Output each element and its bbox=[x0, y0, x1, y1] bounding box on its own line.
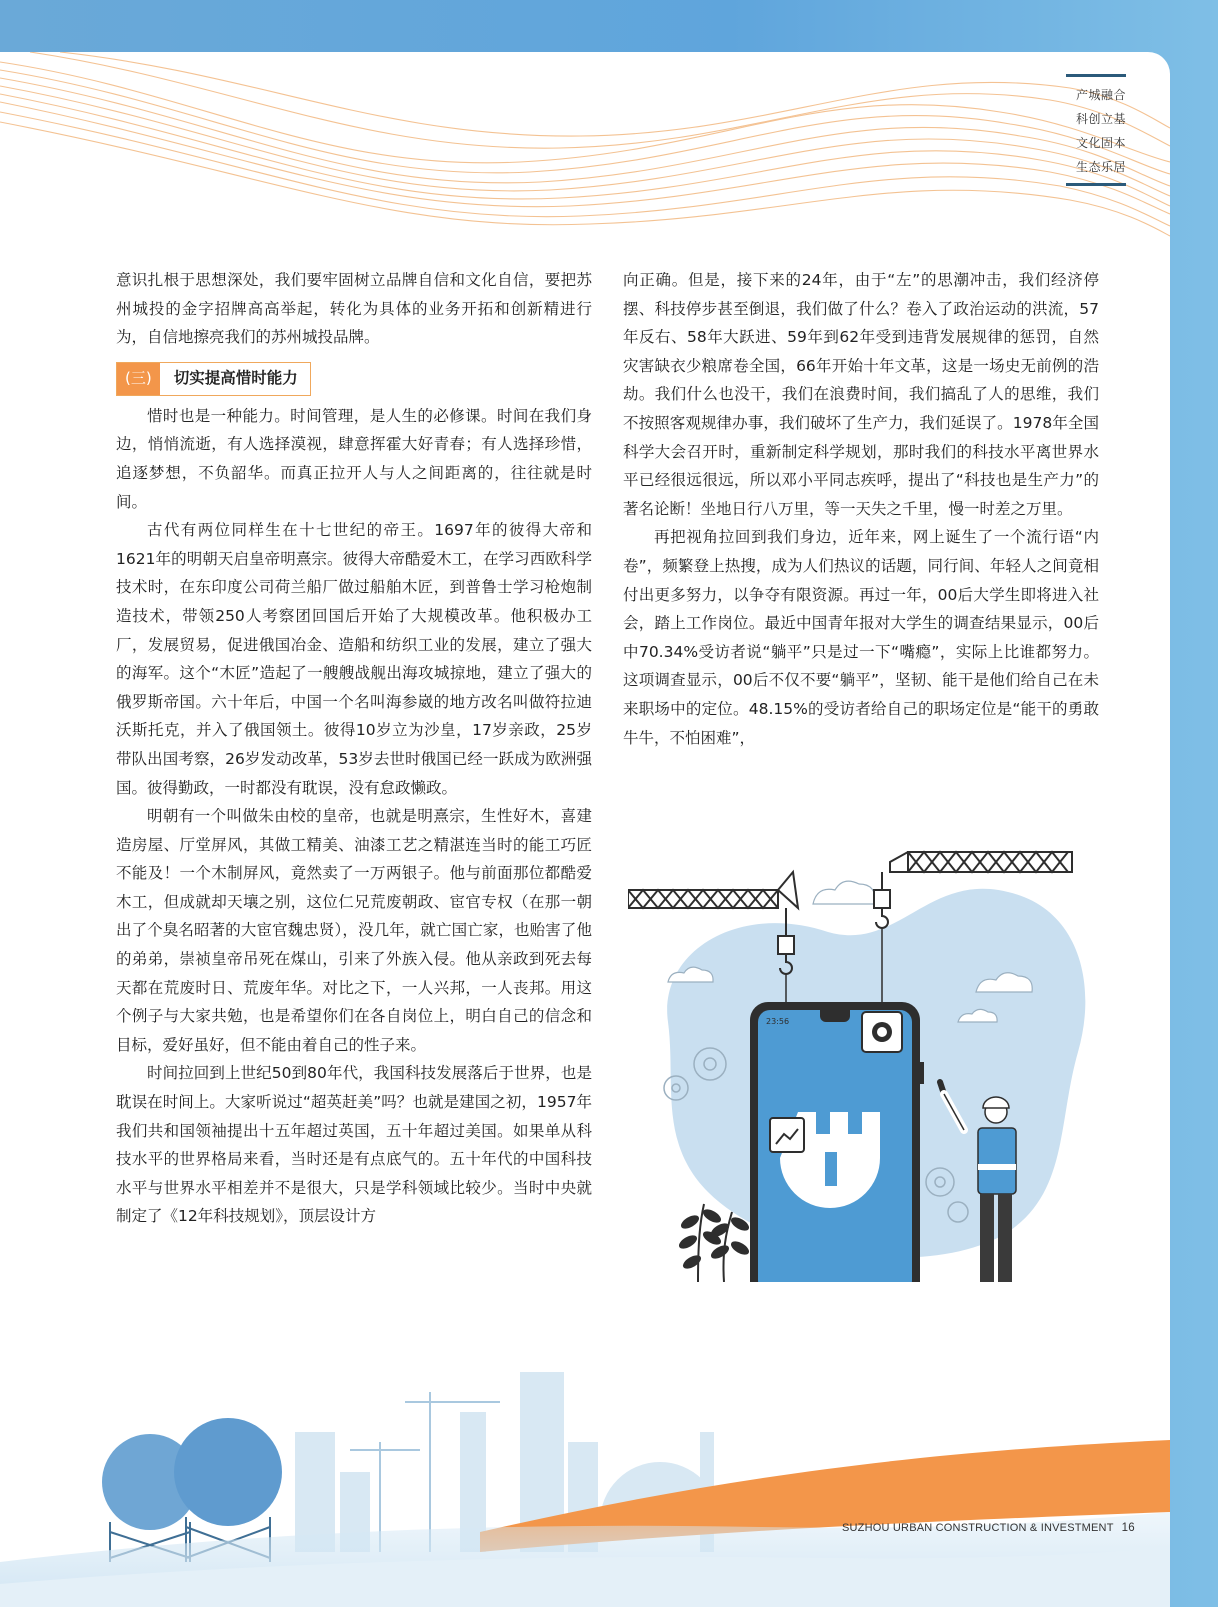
paragraph: 惜时也是一种能力。时间管理，是人生的必修课。时间在我们身边，悄悄流逝，有人选择漠视，肆意挥霍大好青春；有人选择珍惜，追逐梦想，不负韶华。而真正拉开人与人之间距离的，往往就是时间。 bbox=[116, 406, 592, 511]
decorative-wave-lines bbox=[0, 52, 1170, 282]
smartphone-illustration bbox=[750, 1002, 924, 1282]
paragraph: 古代有两位同样生在十七世纪的帝王。1697年的彼得大帝和1621年的明朝天启皇帝明熹宗。彼得大帝酷爱木工，在学习西欧科学技术时，在东印度公司荷兰船厂做过船舶木匠，到普鲁士学习枪炮制造技术，带领250人考察团回国后开始了大规模改革。他积极办工厂，发展贸易，促进俄国冶金、造船和纺织工业的发展，建立了强大的海军。这个“木匠”造起了一艘艘战舰出海攻城掠地，建立了强大的俄罗斯帝国。六十年后，中国一个名叫海参崴的地方改名叫做符拉迪沃斯托克，并入了俄国领土。彼得10岁立为沙皇，17岁亲政，25岁带队出国考察，26岁发动改革，53岁去世时俄国已经一跃成为欧洲强国。彼得勤政，一时都没有耽误，没有怠政懒政。 bbox=[116, 521, 592, 797]
paragraph: 向正确。但是，接下来的24年，由于“左”的思潮冲击，我们经济停摆、科技停步甚至倒退，我们做了什么？卷入了政治运动的洪流，57年反右、58年大跃进、59年到62年受到违背发展规律的惩罚，自然灾害缺衣少粮席卷全国，66年开始十年文革，这是一场史无前例的浩劫。我们什么也没干，我们在浪费时间，我们搞乱了人的思维，我们不按照客观规律办事，我们破坏了生产力，我们延误了。1978年全国科学大会召开时，重新制定科学规划，那时我们的科技水平离世界水平已经很远很远，所以邓小平同志疾呼，提出了“科技也是生产力”的著名论断！坐地日行八万里，等一天失之千里，慢一时差之万里。 bbox=[623, 271, 1099, 518]
city-skyline-illustration bbox=[0, 1322, 1170, 1607]
paragraph: 明朝有一个叫做朱由校的皇帝，也就是明熹宗，生性好木，喜建造房屋、厅堂屏风，其做工精美、油漆工艺之精湛连当时的能工巧匠不能及！一个木制屏风，竟然卖了一万两银子。他与前面那位都酷爱木工，但成就却天壤之别，这位仁兄荒废朝政、宦官专权（在那一朝出了个臭名昭著的大宦官魏忠贤），没几年，就亡国亡家，也贻害了他的弟弟，崇祯皇帝吊死在煤山，引来了外族入侵。他从亲政到死去每天都在荒废时日、荒废年华。对比之下，一人兴邦，一人丧邦。用这个例子与大家共勉，也是希望你们在各自岗位上，明白自己的信念和目标，爱好虽好，但不能由着自己的性子来。 bbox=[116, 807, 592, 1054]
section-nav-item: 生态乐居 bbox=[1075, 160, 1126, 174]
section-heading bbox=[116, 362, 311, 396]
section-nav-item: 科创立基 bbox=[1075, 112, 1126, 126]
chart-icon bbox=[770, 1118, 804, 1152]
paragraph: 再把视角拉回到我们身边，近年来，网上诞生了一个流行语“内卷”，频繁登上热搜，成为人们热议的话题，同行间、年轻人之间竟相付出更多努力，以争夺有限资源。再过一年，00后大学生即将进入社会，踏上工作岗位。最近中国青年报对大学生的调查结果显示，00后中70.34%受访者说“躺平”只是过一下“嘴瘾”，实际上比谁都努力。这项调查显示，00后不仅不要“躺平”，坚韧、能干是他们给自己在未来职场中的定位。48.15%的受访者给自己的职场定位是“能干的勇敢牛牛，不怕困难”， bbox=[623, 528, 1099, 747]
paragraph: 时间拉回到上世纪50到80年代，我国科技发展落后于世界，也是耽误在时间上。大家听说过“超英赶美”吗？也就是建国之初，1957年我们共和国领袖提出十五年超过英国，五十年超过美国。如果单从科技水平的世界格局来看，当时还是有点底气的。五十年代的中国科技水平与世界水平相差并不是很大，只是学科领域比较少。当时中央就制定了《12年科技规划》，顶层设计方 bbox=[116, 1064, 592, 1226]
right-column bbox=[623, 266, 1099, 752]
phone-clock: 23:56 bbox=[766, 1017, 790, 1026]
page-footer bbox=[842, 1522, 1135, 1534]
crane-phone-illustration bbox=[628, 812, 1108, 1282]
section-heading-number: (三) bbox=[117, 363, 160, 395]
magazine-page bbox=[0, 52, 1170, 1607]
magazine-name: SUZHOU URBAN CONSTRUCTION & INVESTMENT bbox=[842, 1522, 1114, 1534]
left-column bbox=[116, 266, 592, 1231]
section-heading-title: 切实提高惜时能力 bbox=[173, 369, 298, 388]
paragraph: 意识扎根于思想深处，我们要牢固树立品牌自信和文化自信，要把苏州城投的金字招牌高高举起，转化为具体的业务开拓和创新精进行为，自信地擦亮我们的苏州城投品牌。 bbox=[116, 271, 592, 347]
page-number: 16 bbox=[1121, 1522, 1135, 1534]
section-nav bbox=[1066, 74, 1126, 186]
section-nav-item: 产城融合 bbox=[1075, 88, 1126, 102]
section-nav-item: 文化固本 bbox=[1075, 136, 1126, 150]
